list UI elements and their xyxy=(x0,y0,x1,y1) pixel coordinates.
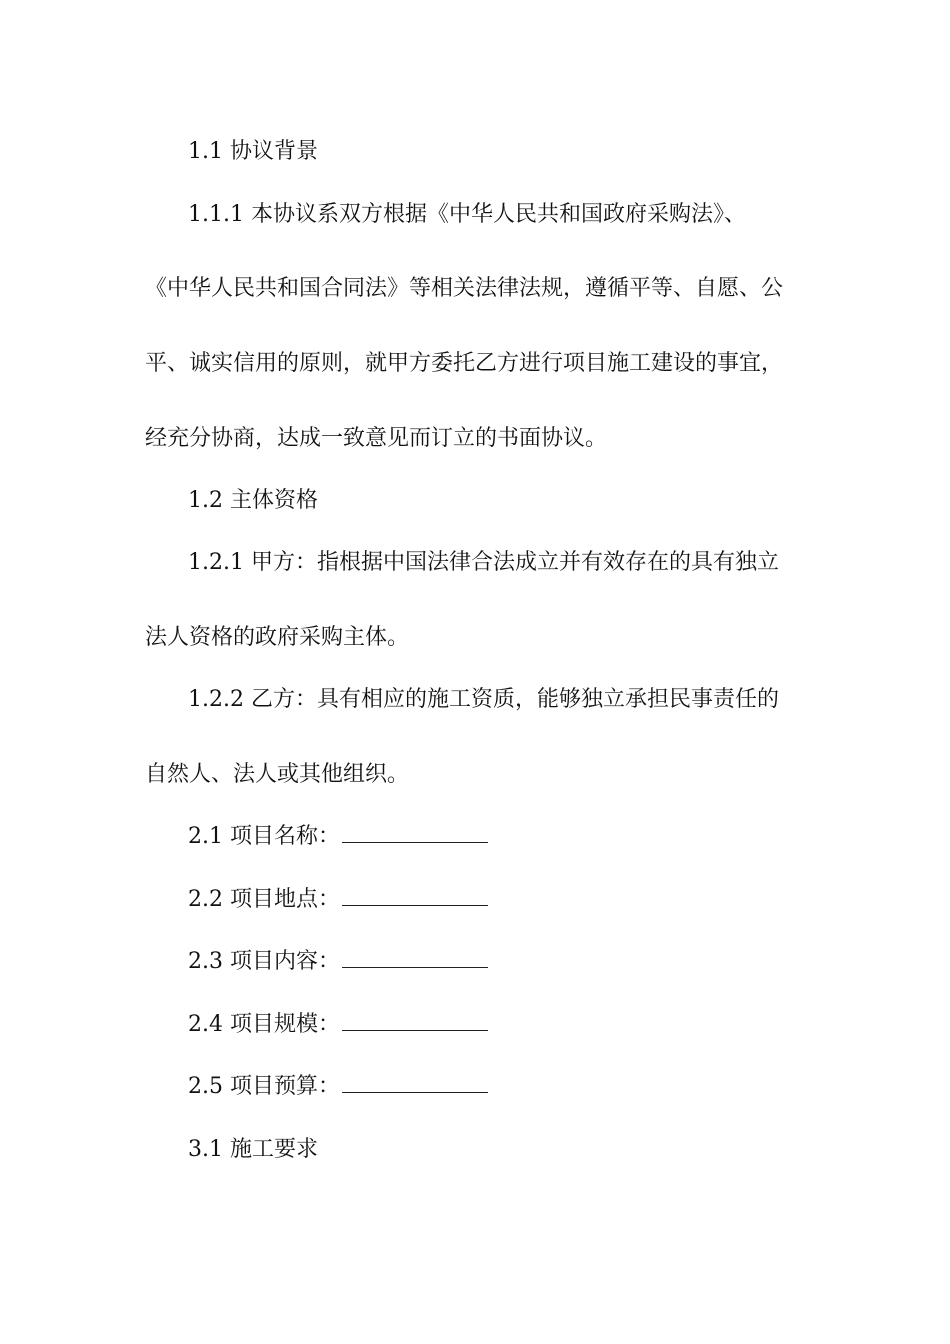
item-2-3 xyxy=(0,947,950,977)
paragraph-1-2-2-line-2: 自然人、法人或其他组织。 xyxy=(145,762,410,787)
item-2-2 xyxy=(0,885,950,915)
item-2-2-label: 2.2 项目地点： xyxy=(188,887,340,912)
item-2-4 xyxy=(0,1010,950,1040)
heading-3-1: 3.1 施工要求 xyxy=(188,1137,318,1162)
project-scale-blank xyxy=(342,1012,488,1031)
item-2-3-label: 2.3 项目内容： xyxy=(188,949,340,974)
project-content-blank xyxy=(342,949,488,968)
project-location-blank xyxy=(342,887,488,906)
item-2-5 xyxy=(0,1072,950,1102)
item-2-5-label: 2.5 项目预算： xyxy=(188,1074,340,1099)
item-2-4-label: 2.4 项目规模： xyxy=(188,1012,340,1037)
project-name-blank xyxy=(342,824,488,843)
paragraph-1-1-1-line-1: 1.1.1 本协议系双方根据《中华人民共和国政府采购法》、 xyxy=(188,202,746,227)
paragraph-1-1-1-line-3: 平、诚实信用的原则，就甲方委托乙方进行项目施工建设的事宜， xyxy=(145,351,784,376)
paragraph-1-2-2-line-1: 1.2.2 乙方：具有相应的施工资质，能够独立承担民事责任的 xyxy=(188,687,779,712)
item-2-1 xyxy=(0,822,950,852)
paragraph-1-1-1-line-2: 《中华人民共和国合同法》等相关法律法规，遵循平等、自愿、公 xyxy=(145,276,784,301)
paragraph-1-1-1-line-4: 经充分协商，达成一致意见而订立的书面协议。 xyxy=(145,426,608,451)
paragraph-1-2-1-line-2: 法人资格的政府采购主体。 xyxy=(145,625,410,650)
paragraph-1-2-1-line-1: 1.2.1 甲方：指根据中国法律合法成立并有效存在的具有独立 xyxy=(188,550,779,575)
heading-1-1: 1.1 协议背景 xyxy=(188,139,318,164)
item-2-1-label: 2.1 项目名称： xyxy=(188,824,340,849)
project-budget-blank xyxy=(342,1074,488,1093)
heading-1-2: 1.2 主体资格 xyxy=(188,488,318,513)
